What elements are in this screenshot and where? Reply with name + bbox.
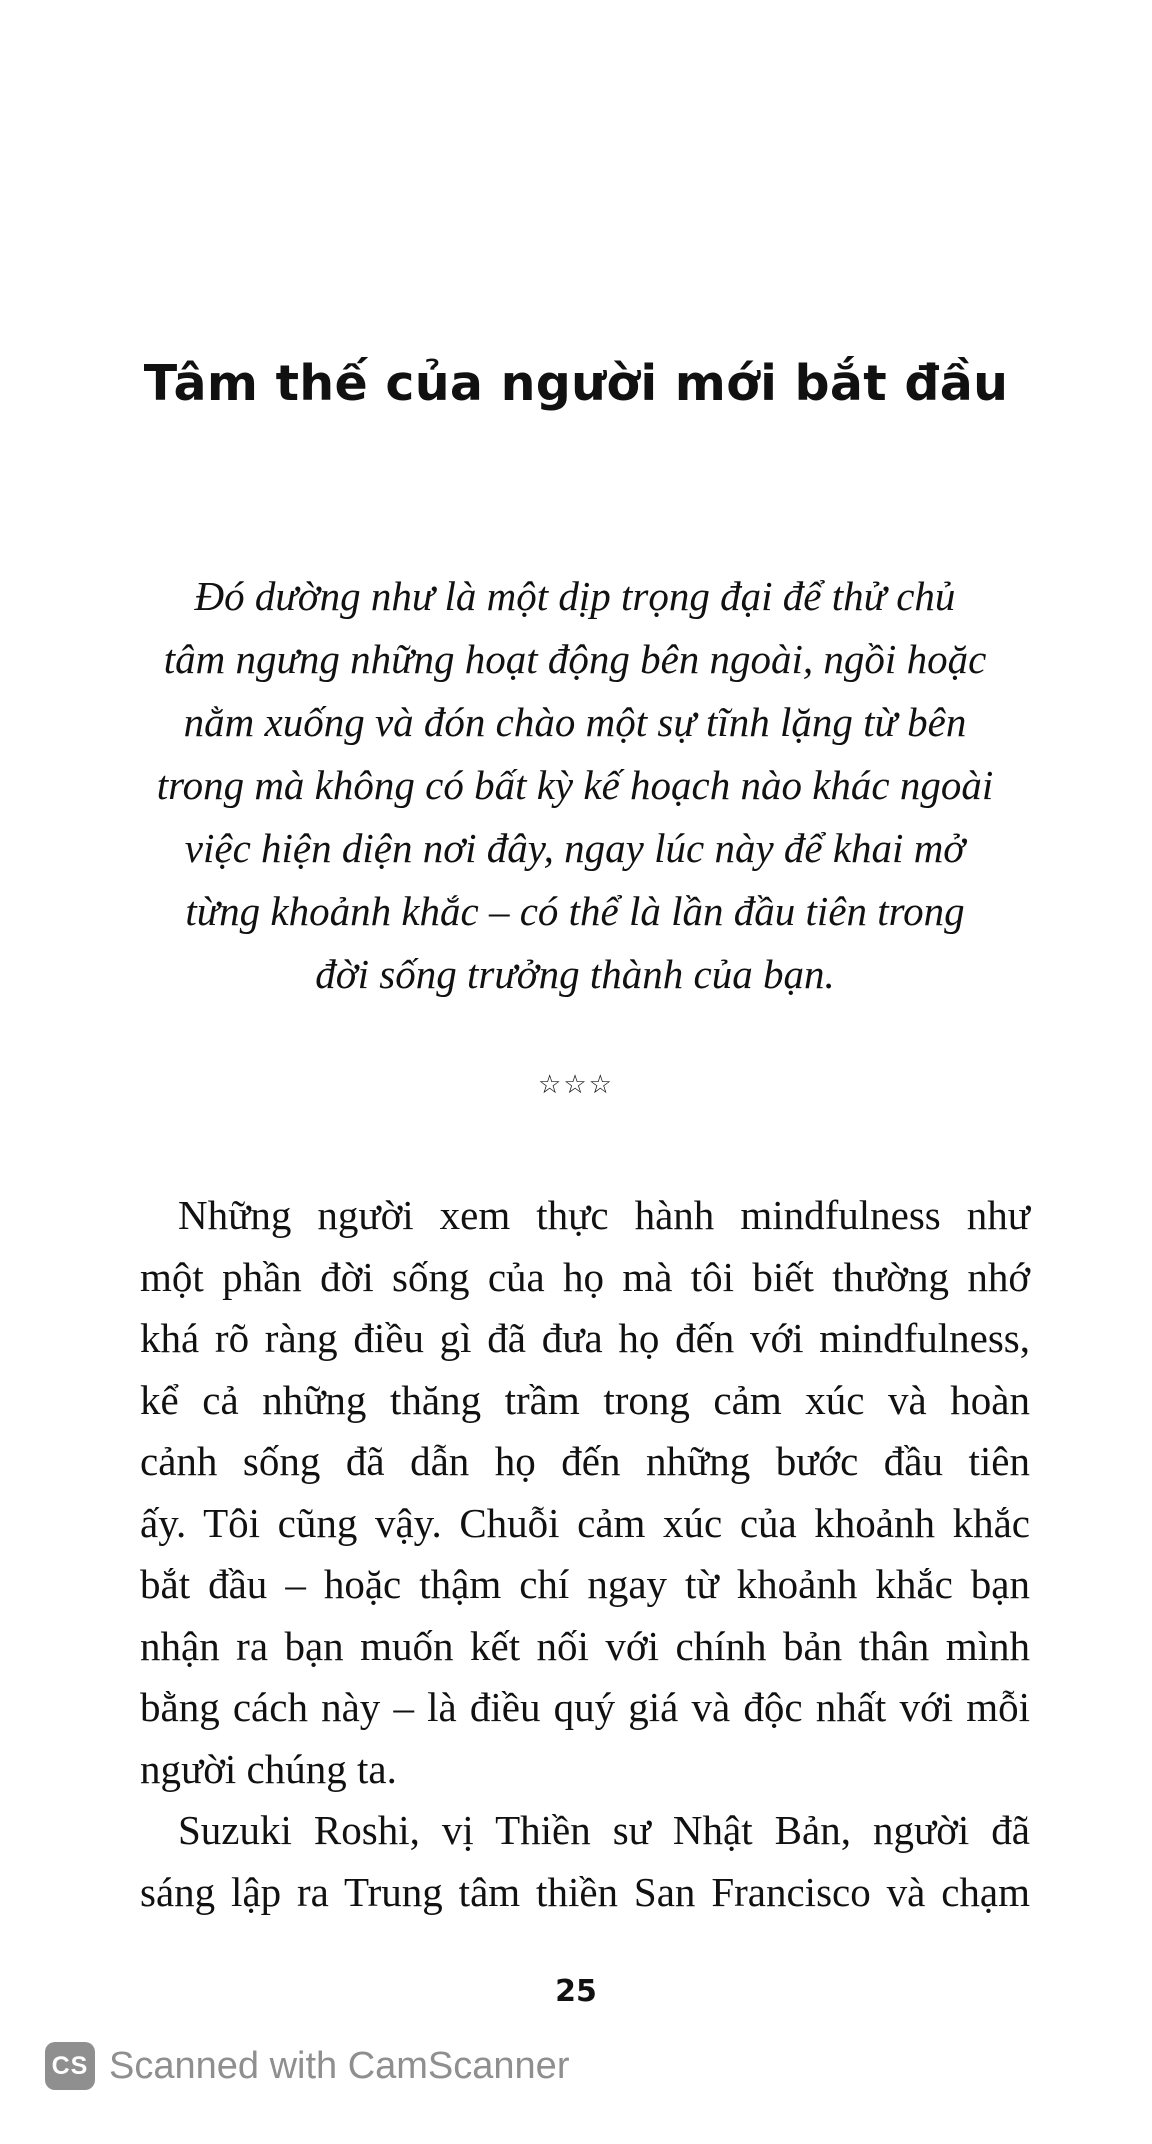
epigraph-line: Đó dường như là một dịp trọng đại để thử chủ bbox=[194, 573, 956, 619]
body-line: ấy. Tôi cũng vậy. Chuỗi cảm xúc của khoảnh khắc bbox=[140, 1499, 1030, 1546]
body-line: người chúng ta. bbox=[140, 1745, 397, 1792]
camscanner-watermark bbox=[45, 2042, 569, 2090]
body-line: nhận ra bạn muốn kết nối với chính bản thân mình bbox=[140, 1622, 1030, 1669]
body-line: cảnh sống đã dẫn họ đến những bước đầu tiên bbox=[140, 1438, 1030, 1484]
body-line: sáng lập ra Trung tâm thiền San Francisco và chạm bbox=[140, 1868, 1030, 1915]
page-number: 25 bbox=[555, 1974, 597, 2009]
body-line: bằng cách này – là điều quý giá và độc nhất với mỗi bbox=[140, 1684, 1030, 1730]
epigraph-line: việc hiện diện nơi đây, ngay lúc này để khai mở bbox=[184, 825, 966, 871]
section-separator-stars: ☆☆☆ bbox=[538, 1070, 614, 1100]
chapter-title: Tâm thế của người mới bắt đầu bbox=[143, 355, 1009, 412]
body-line: khá rõ ràng điều gì đã đưa họ đến với mindfulness, bbox=[140, 1315, 1030, 1361]
body-line: kể cả những thăng trầm trong cảm xúc và hoàn bbox=[140, 1376, 1030, 1423]
body-line: bắt đầu – hoặc thậm chí ngay từ khoảnh khắc bạn bbox=[140, 1561, 1030, 1607]
epigraph-line: từng khoảnh khắc – có thể là lần đầu tiên trong bbox=[185, 888, 965, 934]
epigraph-line: tâm ngưng những hoạt động bên ngoài, ngồi hoặc bbox=[163, 636, 987, 682]
epigraph-line: nằm xuống và đón chào một sự tĩnh lặng từ bên bbox=[183, 699, 967, 745]
watermark-text: Scanned with CamScanner bbox=[109, 2044, 570, 2087]
epigraph-line: đời sống trưởng thành của bạn. bbox=[315, 951, 835, 997]
body-line: Những người xem thực hành mindfulness như bbox=[178, 1192, 1030, 1238]
body-text bbox=[140, 1185, 1030, 1923]
camscanner-logo-icon: CS bbox=[45, 2042, 95, 2090]
epigraph bbox=[110, 565, 1040, 1006]
body-line: một phần đời sống của họ mà tôi biết thường nhớ bbox=[140, 1253, 1030, 1300]
epigraph-line: trong mà không có bất kỳ kế hoạch nào khác ngoài bbox=[156, 762, 994, 808]
body-line: Suzuki Roshi, vị Thiền sư Nhật Bản, người đã bbox=[178, 1807, 1030, 1853]
